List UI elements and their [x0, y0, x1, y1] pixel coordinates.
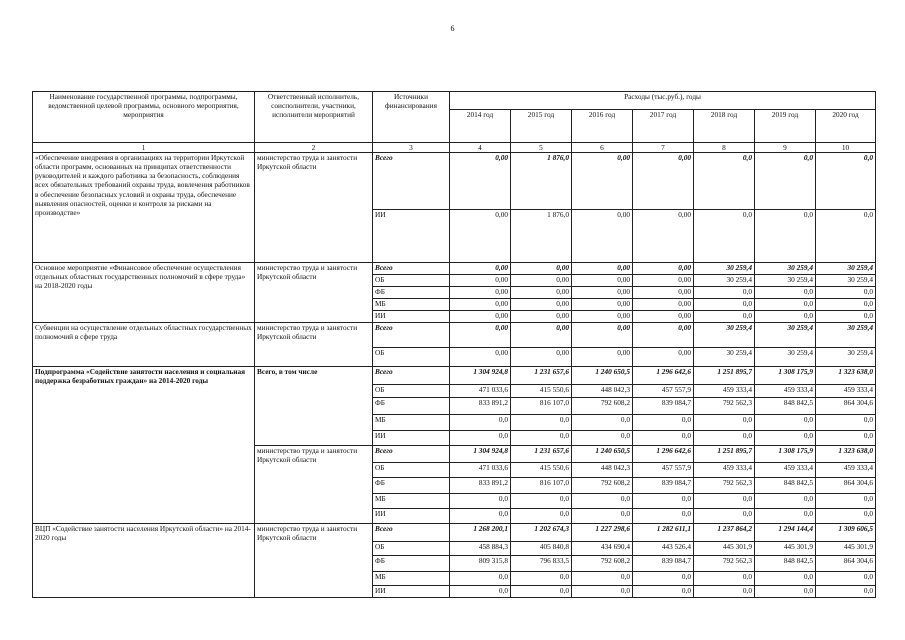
value-cell: 0,00	[511, 311, 572, 323]
value-cell: 0,00	[633, 323, 694, 348]
value-cell: 1 296 642,6	[633, 367, 694, 385]
value-cell: 792 562,3	[694, 478, 755, 494]
program-name-cell: ВЦП «Содействие занятости населения Иркутской области» на 2014-2020 годы	[33, 524, 255, 598]
year-2020: 2020 год	[816, 110, 876, 143]
year-2014: 2014 год	[450, 110, 511, 143]
value-cell: 0,0	[755, 210, 816, 263]
value-cell: 0,00	[450, 348, 511, 367]
value-cell: 30 259,4	[755, 263, 816, 275]
value-cell: 459 333,4	[694, 463, 755, 478]
value-cell: 0,00	[511, 263, 572, 275]
value-cell: 0,00	[511, 299, 572, 311]
value-cell: 0,0	[511, 509, 572, 524]
value-cell: 792 562,3	[694, 398, 755, 415]
value-cell: 792 608,2	[572, 478, 633, 494]
source-cell: ОБ	[373, 348, 450, 367]
value-cell: 457 557,9	[633, 463, 694, 478]
value-cell: 1 231 657,6	[511, 446, 572, 463]
value-cell: 0,00	[633, 153, 694, 210]
value-cell: 30 259,4	[755, 275, 816, 287]
value-cell: 1 304 924,8	[450, 446, 511, 463]
value-cell: 30 259,4	[694, 263, 755, 275]
value-cell: 839 084,7	[633, 478, 694, 494]
source-cell: ОБ	[373, 275, 450, 287]
value-cell: 0,0	[572, 494, 633, 509]
value-cell: 0,0	[816, 415, 876, 431]
value-cell: 1 202 674,3	[511, 524, 572, 542]
value-cell: 30 259,4	[694, 323, 755, 348]
page-number: 6	[450, 24, 455, 33]
col-num-2: 2	[255, 143, 373, 153]
value-cell: 0,00	[450, 275, 511, 287]
value-cell: 445 301,9	[816, 542, 876, 556]
table-row	[33, 153, 876, 210]
value-cell: 0,0	[816, 311, 876, 323]
table-row	[33, 367, 876, 385]
value-cell: 0,0	[633, 494, 694, 509]
source-cell: ИИ	[373, 210, 450, 263]
value-cell: 0,0	[572, 415, 633, 431]
value-cell: 30 259,4	[816, 348, 876, 367]
value-cell: 0,00	[633, 263, 694, 275]
value-cell: 0,0	[450, 431, 511, 446]
value-cell: 1 308 175,9	[755, 446, 816, 463]
value-cell: 1 231 657,6	[511, 367, 572, 385]
value-cell: 1 876,0	[511, 153, 572, 210]
header-source: Источники финансирования	[373, 92, 450, 143]
header-row-1	[33, 92, 876, 110]
value-cell: 1 282 611,1	[633, 524, 694, 542]
source-cell: ИИ	[373, 586, 450, 598]
value-cell: 0,00	[450, 299, 511, 311]
source-cell: Всего	[373, 524, 450, 542]
program-name-cell: «Обеспечение внедрения в организациях на территории Иркутской области программ, основанных на принципах ответственности руководителей и каждого работника за безопасность, соблюдения всех обязательных требований охраны труда, вовлечения работников в обеспечение безопасных условий и охраны труда, обеспечение выявления опасностей, оценки и контроля за рисками на производстве»	[33, 153, 255, 263]
col-num-9: 9	[755, 143, 816, 153]
value-cell: 0,00	[572, 348, 633, 367]
value-cell: 1 323 638,0	[816, 367, 876, 385]
value-cell: 0,00	[633, 299, 694, 311]
value-cell: 0,0	[633, 572, 694, 586]
value-cell: 1 268 200,1	[450, 524, 511, 542]
col-num-3: 3	[373, 143, 450, 153]
value-cell: 833 891,2	[450, 398, 511, 415]
value-cell: 458 884,3	[450, 542, 511, 556]
value-cell: 459 333,4	[694, 385, 755, 398]
value-cell: 30 259,4	[694, 348, 755, 367]
header-name: Наименование государственной программы, подпрограммы, ведомственной целевой программы, основного мероприятия, мероприятия	[33, 92, 255, 143]
value-cell: 0,0	[450, 494, 511, 509]
value-cell: 30 259,4	[816, 275, 876, 287]
value-cell: 0,00	[572, 153, 633, 210]
responsible-cell: Всего, в том числе	[255, 367, 373, 446]
value-cell: 0,0	[816, 586, 876, 598]
value-cell: 1 304 924,8	[450, 367, 511, 385]
value-cell: 0,0	[694, 572, 755, 586]
value-cell: 0,00	[633, 210, 694, 263]
value-cell: 459 333,4	[755, 385, 816, 398]
header-responsible: Ответственный исполнитель, соисполнители, участники, исполнители мероприятий	[255, 92, 373, 143]
value-cell: 1 323 638,0	[816, 446, 876, 463]
value-cell: 0,0	[816, 210, 876, 263]
value-cell: 0,00	[511, 348, 572, 367]
value-cell: 0,0	[450, 572, 511, 586]
value-cell: 459 333,4	[755, 463, 816, 478]
value-cell: 459 333,4	[816, 385, 876, 398]
value-cell: 816 107,0	[511, 478, 572, 494]
value-cell: 0,0	[755, 299, 816, 311]
responsible-cell: министерство труда и занятости Иркутской области	[255, 323, 373, 367]
value-cell: 0,0	[694, 299, 755, 311]
value-cell: 0,0	[755, 586, 816, 598]
value-cell: 0,0	[816, 494, 876, 509]
header-expenses: Расходы (тыс.руб.), годы	[450, 92, 876, 110]
value-cell: 0,0	[694, 509, 755, 524]
table-row	[33, 263, 876, 275]
value-cell: 848 842,5	[755, 478, 816, 494]
year-2015: 2015 год	[511, 110, 572, 143]
value-cell: 839 084,7	[633, 556, 694, 572]
source-cell: ФБ	[373, 478, 450, 494]
source-cell: Всего	[373, 446, 450, 463]
value-cell: 0,0	[816, 287, 876, 299]
value-cell: 0,0	[755, 415, 816, 431]
value-cell: 0,00	[450, 323, 511, 348]
source-cell: ИИ	[373, 509, 450, 524]
value-cell: 434 690,4	[572, 542, 633, 556]
value-cell: 0,0	[694, 415, 755, 431]
value-cell: 0,00	[633, 287, 694, 299]
value-cell: 0,0	[572, 431, 633, 446]
responsible-cell: министерство труда и занятости Иркутской области	[255, 446, 373, 524]
value-cell: 0,00	[572, 287, 633, 299]
col-num-4: 4	[450, 143, 511, 153]
value-cell: 792 608,2	[572, 556, 633, 572]
value-cell: 0,0	[572, 509, 633, 524]
value-cell: 1 251 895,7	[694, 446, 755, 463]
value-cell: 0,0	[816, 299, 876, 311]
program-name-cell: Подпрограмма «Содействие занятости населения и социальная поддержка безработных граждан» на 2014-2020 годы	[33, 367, 255, 524]
table-row	[33, 323, 876, 348]
year-2017: 2017 год	[633, 110, 694, 143]
value-cell: 796 833,5	[511, 556, 572, 572]
source-cell: ИИ	[373, 431, 450, 446]
source-cell: Всего	[373, 263, 450, 275]
responsible-cell: министерство труда и занятости Иркутской области	[255, 524, 373, 598]
responsible-cell: министерство труда и занятости Иркутской области	[255, 263, 373, 323]
value-cell: 848 842,5	[755, 398, 816, 415]
value-cell: 405 840,8	[511, 542, 572, 556]
value-cell: 839 084,7	[633, 398, 694, 415]
value-cell: 0,0	[572, 572, 633, 586]
value-cell: 1 309 606,5	[816, 524, 876, 542]
source-cell: Всего	[373, 367, 450, 385]
value-cell: 0,0	[511, 415, 572, 431]
value-cell: 0,00	[511, 287, 572, 299]
value-cell: 833 891,2	[450, 478, 511, 494]
value-cell: 1 227 298,6	[572, 524, 633, 542]
col-num-6: 6	[572, 143, 633, 153]
value-cell: 457 557,9	[633, 385, 694, 398]
table-row	[33, 524, 876, 542]
value-cell: 0,00	[450, 263, 511, 275]
year-2016: 2016 год	[572, 110, 633, 143]
value-cell: 1 294 144,4	[755, 524, 816, 542]
value-cell: 0,0	[816, 431, 876, 446]
value-cell: 0,00	[572, 323, 633, 348]
value-cell: 0,00	[572, 311, 633, 323]
value-cell: 0,0	[450, 415, 511, 431]
value-cell: 0,0	[816, 572, 876, 586]
value-cell: 792 562,3	[694, 556, 755, 572]
value-cell: 0,0	[694, 153, 755, 210]
value-cell: 0,0	[633, 509, 694, 524]
value-cell: 0,00	[572, 275, 633, 287]
value-cell: 0,00	[633, 348, 694, 367]
value-cell: 0,0	[511, 572, 572, 586]
value-cell: 415 550,6	[511, 463, 572, 478]
value-cell: 448 042,3	[572, 463, 633, 478]
col-num-8: 8	[694, 143, 755, 153]
value-cell: 1 251 895,7	[694, 367, 755, 385]
source-cell: МБ	[373, 299, 450, 311]
value-cell: 0,00	[572, 299, 633, 311]
year-2018: 2018 год	[694, 110, 755, 143]
value-cell: 848 842,5	[755, 556, 816, 572]
col-num-5: 5	[511, 143, 572, 153]
value-cell: 0,00	[450, 287, 511, 299]
value-cell: 1 240 650,5	[572, 446, 633, 463]
source-cell: МБ	[373, 494, 450, 509]
value-cell: 1 296 642,6	[633, 446, 694, 463]
financing-table	[32, 91, 876, 598]
value-cell: 0,0	[633, 431, 694, 446]
value-cell: 0,0	[755, 153, 816, 210]
value-cell: 0,0	[755, 509, 816, 524]
source-cell: ИИ	[373, 311, 450, 323]
value-cell: 1 308 175,9	[755, 367, 816, 385]
value-cell: 30 259,4	[694, 275, 755, 287]
value-cell: 864 304,6	[816, 556, 876, 572]
value-cell: 0,0	[511, 586, 572, 598]
column-number-row	[33, 143, 876, 153]
value-cell: 445 301,9	[755, 542, 816, 556]
value-cell: 0,0	[694, 287, 755, 299]
value-cell: 0,0	[694, 494, 755, 509]
value-cell: 0,0	[572, 586, 633, 598]
value-cell: 0,0	[511, 431, 572, 446]
value-cell: 30 259,4	[816, 263, 876, 275]
program-name-cell: Субвенции на осуществление отдельных областных государственных полномочий в сфере труда	[33, 323, 255, 367]
value-cell: 1 237 864,2	[694, 524, 755, 542]
value-cell: 448 042,3	[572, 385, 633, 398]
col-num-7: 7	[633, 143, 694, 153]
value-cell: 1 876,0	[511, 210, 572, 263]
value-cell: 0,0	[450, 586, 511, 598]
value-cell: 0,00	[511, 275, 572, 287]
value-cell: 0,0	[450, 509, 511, 524]
value-cell: 0,00	[450, 210, 511, 263]
value-cell: 0,0	[755, 287, 816, 299]
value-cell: 864 304,6	[816, 478, 876, 494]
value-cell: 0,00	[511, 323, 572, 348]
value-cell: 1 240 650,5	[572, 367, 633, 385]
value-cell: 0,00	[450, 153, 511, 210]
value-cell: 471 033,6	[450, 385, 511, 398]
value-cell: 0,0	[816, 153, 876, 210]
value-cell: 0,0	[694, 311, 755, 323]
value-cell: 0,0	[633, 586, 694, 598]
value-cell: 0,00	[633, 311, 694, 323]
value-cell: 0,00	[633, 275, 694, 287]
responsible-cell: министерство труда и занятости Иркутской области	[255, 153, 373, 263]
source-cell: ОБ	[373, 463, 450, 478]
value-cell: 0,00	[450, 311, 511, 323]
value-cell: 0,0	[755, 311, 816, 323]
value-cell: 445 301,9	[694, 542, 755, 556]
source-cell: Всего	[373, 153, 450, 210]
source-cell: МБ	[373, 572, 450, 586]
value-cell: 30 259,4	[755, 348, 816, 367]
col-num-10: 10	[816, 143, 876, 153]
value-cell: 459 333,4	[816, 463, 876, 478]
program-name-cell: Основное мероприятие «Финансовое обеспечение осуществления отдельных областных государственных полномочий в сфере труда» на 2018-2020 годы	[33, 263, 255, 323]
value-cell: 0,0	[755, 494, 816, 509]
source-cell: ФБ	[373, 287, 450, 299]
value-cell: 864 304,6	[816, 398, 876, 415]
value-cell: 415 550,6	[511, 385, 572, 398]
value-cell: 30 259,4	[755, 323, 816, 348]
value-cell: 0,00	[572, 263, 633, 275]
source-cell: ОБ	[373, 542, 450, 556]
value-cell: 0,0	[694, 431, 755, 446]
value-cell: 0,0	[755, 431, 816, 446]
col-num-1: 1	[33, 143, 255, 153]
value-cell: 30 259,4	[816, 323, 876, 348]
value-cell: 0,0	[694, 586, 755, 598]
source-cell: ОБ	[373, 385, 450, 398]
year-2019: 2019 год	[755, 110, 816, 143]
value-cell: 0,00	[572, 210, 633, 263]
value-cell: 0,0	[633, 415, 694, 431]
source-cell: МБ	[373, 415, 450, 431]
value-cell: 0,0	[755, 572, 816, 586]
value-cell: 816 107,0	[511, 398, 572, 415]
source-cell: ФБ	[373, 398, 450, 415]
value-cell: 443 526,4	[633, 542, 694, 556]
value-cell: 0,0	[816, 509, 876, 524]
value-cell: 809 315,8	[450, 556, 511, 572]
source-cell: Всего	[373, 323, 450, 348]
source-cell: ФБ	[373, 556, 450, 572]
value-cell: 792 608,2	[572, 398, 633, 415]
value-cell: 0,0	[511, 494, 572, 509]
value-cell: 0,0	[694, 210, 755, 263]
value-cell: 471 033,6	[450, 463, 511, 478]
